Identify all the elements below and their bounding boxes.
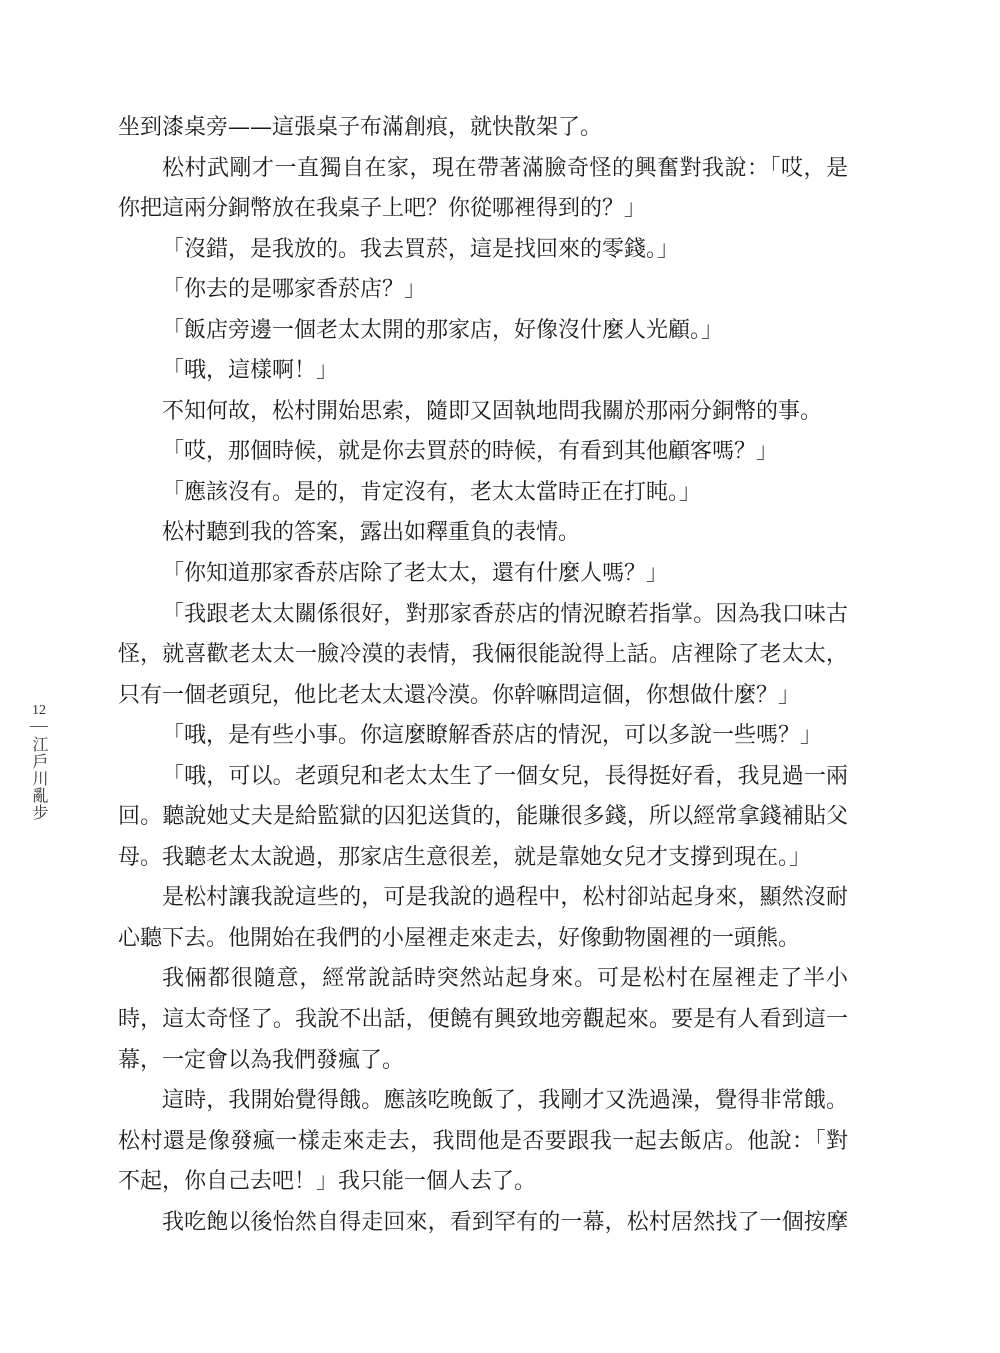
paragraph <box>118 1081 848 1203</box>
paragraph <box>118 716 848 757</box>
paragraph <box>118 351 848 392</box>
text-line: 「哦，這樣啊！」 <box>162 358 339 384</box>
text-line: 怪，就喜歡老太太一臉冷漠的表情，我倆很能說得上話。店裡除了老太太， <box>118 642 848 668</box>
text-line: 我倆都很隨意，經常說話時突然站起身來。可是松村在屋裡走了半小 <box>162 966 848 992</box>
paragraph <box>118 1203 848 1244</box>
paragraph <box>118 108 848 149</box>
text-line: 松村還是像發瘋一樣走來走去，我問他是否要跟我一起去飯店。他說：「對 <box>118 1128 848 1154</box>
text-line: 「飯店旁邊一個老太太開的那家店，好像沒什麼人光顧。」 <box>162 317 724 343</box>
text-line: 是松村讓我說這些的，可是我說的過程中，松村卻站起身來，顯然沒耐 <box>162 885 848 911</box>
paragraph <box>118 149 848 230</box>
text-line: 松村聽到我的答案，露出如釋重負的表情。 <box>162 520 581 546</box>
text-line: 坐到漆桌旁——這張桌子布滿創痕，就快散架了。 <box>118 115 603 140</box>
text-line: 這時，我開始覺得餓。應該吃晚飯了，我剛才又洗過澡，覺得非常餓。 <box>162 1088 848 1114</box>
paragraph <box>118 311 848 352</box>
text-line: 「你去的是哪家香菸店？」 <box>162 277 427 303</box>
text-line: 幕，一定會以為我們發瘋了。 <box>118 1047 405 1073</box>
paragraph <box>118 392 848 433</box>
text-line: 不起，你自己去吧！」我只能一個人去了。 <box>118 1169 537 1195</box>
text-line: 「應該沒有。是的，肯定沒有，老太太當時正在打盹。」 <box>162 479 702 505</box>
text-line: 我吃飽以後怡然自得走回來，看到罕有的一幕，松村居然找了一個按摩 <box>162 1209 848 1235</box>
page-number: 12 <box>32 703 46 718</box>
paragraph <box>118 595 848 717</box>
text-line: 你把這兩分銅幣放在我桌子上吧？你從哪裡得到的？」 <box>118 196 647 222</box>
text-line: 「哦，可以。老頭兒和老太太生了一個女兒，長得挺好看，我見過一兩 <box>162 763 848 789</box>
paragraph <box>118 230 848 271</box>
paragraph <box>118 513 848 554</box>
body-text <box>118 108 848 1243</box>
text-line: 母。我聽老太太說過，那家店生意很差，就是靠她女兒才支撐到現在。」 <box>118 844 812 870</box>
text-line: 「沒錯，是我放的。我去買菸，這是找回來的零錢。」 <box>162 236 680 262</box>
text-line: 「你知道那家香菸店除了老太太，還有什麼人嗎？」 <box>162 561 669 587</box>
text-line: 不知何故，松村開始思索，隨即又固執地問我關於那兩分銅幣的事。 <box>162 398 823 424</box>
text-line: 心聽下去。他開始在我們的小屋裡走來走去，好像動物園裡的一頭熊。 <box>118 925 801 951</box>
text-line: 「哎，那個時候，就是你去買菸的時候，有看到其他顧客嗎？」 <box>162 439 779 465</box>
margin-divider <box>30 726 48 727</box>
paragraph <box>118 473 848 514</box>
text-line: 「哦，是有些小事。你這麼瞭解香菸店的情況，可以多說一些嗎？」 <box>162 723 823 749</box>
paragraph <box>118 270 848 311</box>
paragraph <box>118 554 848 595</box>
paragraph <box>118 432 848 473</box>
paragraph <box>118 959 848 1081</box>
running-header-author: 江戶川亂步 <box>30 736 49 821</box>
text-line: 松村武剛才一直獨自在家，現在帶著滿臉奇怪的興奮對我說：「哎，是 <box>162 155 848 181</box>
paragraph <box>118 757 848 879</box>
text-line: 回。聽說她丈夫是給監獄的囚犯送貨的，能賺很多錢，所以經常拿錢補貼父 <box>118 804 848 830</box>
text-line: 時，這太奇怪了。我說不出話，便饒有興致地旁觀起來。要是有人看到這一 <box>118 1007 848 1033</box>
text-line: 只有一個老頭兒，他比老太太還冷漠。你幹嘛問這個，你想做什麼？」 <box>118 682 801 708</box>
paragraph <box>118 878 848 959</box>
text-line: 「我跟老太太關係很好，對那家香菸店的情況瞭若指掌。因為我口味古 <box>162 601 848 627</box>
